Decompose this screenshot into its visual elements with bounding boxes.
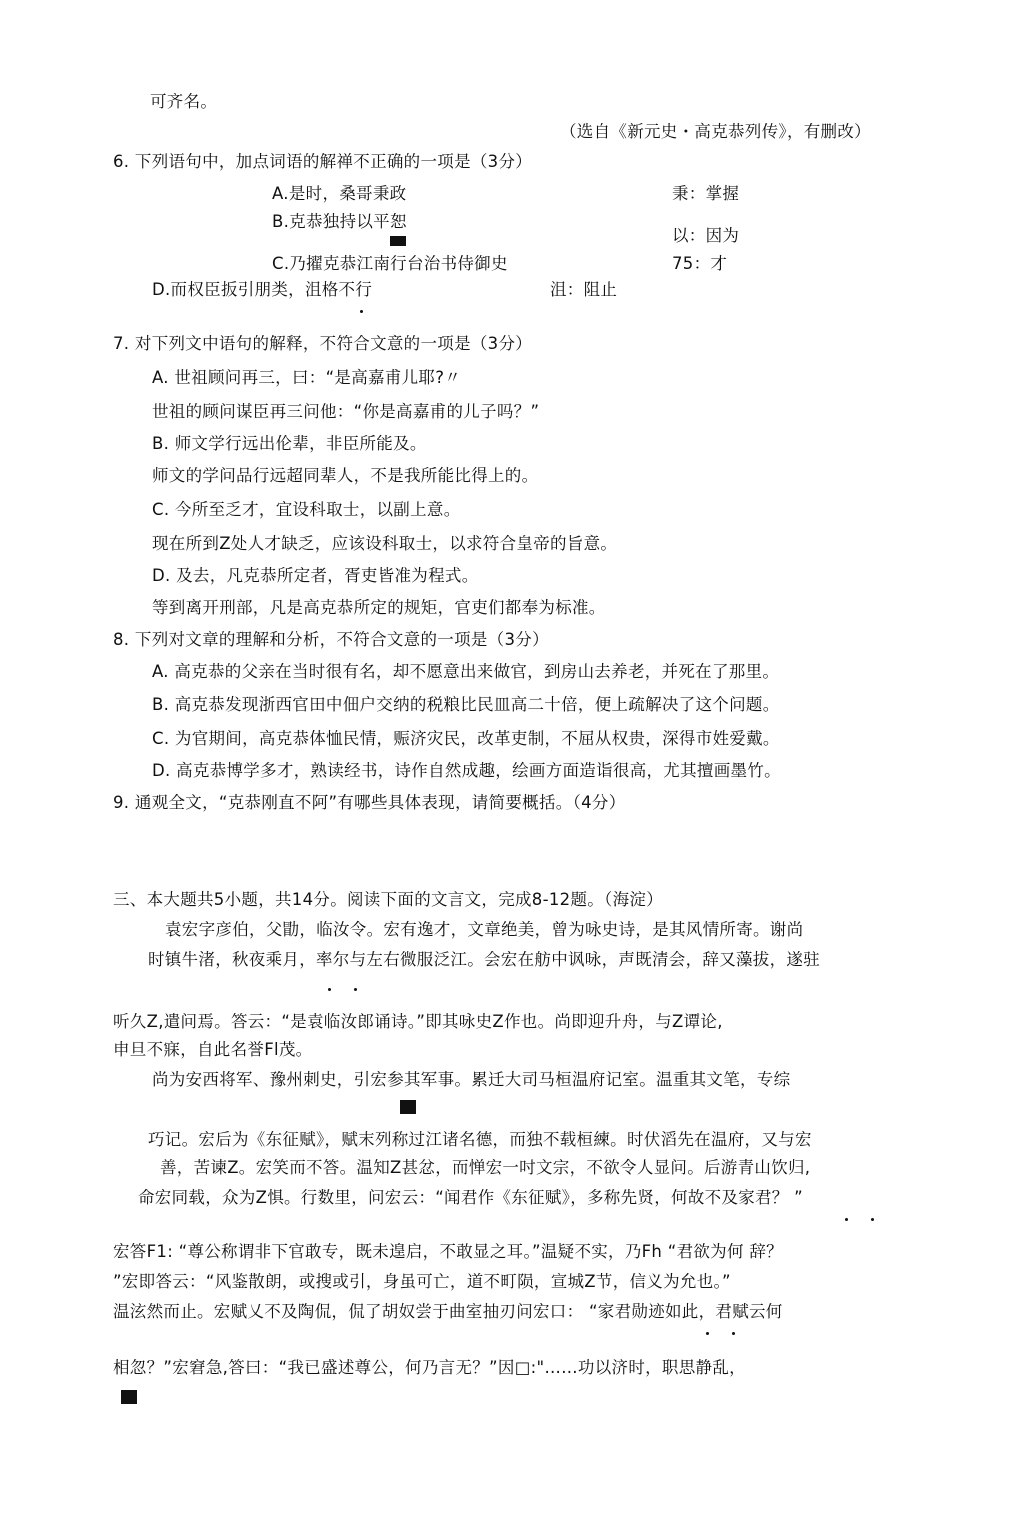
q7-option-d-explanation: 等到离开刑部，凡是高克恭所定的规矩，官吏们都奉为标准。	[152, 598, 606, 617]
print-artifact-block	[390, 236, 406, 246]
passage-line: 袁宏字彦伯，父勖，临汝令。宏有逸才，文章绝美，曾为咏史诗，是其风情所寄。谢尚	[165, 920, 804, 939]
q6-option-a: A.是时，桑哥秉政	[272, 184, 407, 203]
q7-option-b: B. 师文学行远出伦辈，非臣所能及。	[152, 434, 427, 453]
q7-option-a: A. 世祖顾问再三，曰：“是高嘉甫儿耶?〃	[152, 368, 462, 387]
q6-option-c-note: 75：才	[672, 254, 728, 273]
q6-option-b-note: 以：因为	[672, 226, 740, 245]
emphasis-dot	[706, 1332, 709, 1335]
q6-stem: 6. 下列语句中，加点词语的解禅不正确的一项是（3分）	[113, 152, 533, 171]
source-citation: （选自《新元史・高克恭列传》，有删改）	[560, 122, 871, 141]
emphasis-dot	[354, 988, 357, 991]
q7-option-a-explanation: 世祖的顾问谋臣再三问他：“你是高嘉甫的儿子吗？”	[152, 402, 540, 421]
passage-line: 巧记。宏后为《东征赋》，赋末列称过江诸名德，而独不载桓練。时伏滔先在温府，又与宏	[148, 1130, 812, 1149]
emphasis-dot	[328, 988, 331, 991]
passage-line: 相忽？”宏窘急,答曰：“我已盛述尊公，何乃言无？”因□:"……功以济时，职思静乱，	[113, 1358, 746, 1377]
emphasis-dot	[871, 1218, 874, 1221]
passage-line: 命宏同载，众为Z惧。行数里，问宏云：“闻君作《东征赋》，多称先贤，何故不及家君？ ”	[138, 1188, 803, 1207]
print-artifact-block	[400, 1100, 416, 1114]
q6-option-d-note: 沮：阻止	[550, 280, 618, 299]
q8-option-b: B. 高克恭发现浙西官田中佃户交纳的税粮比民皿高二十倍，便上疏解决了这个问题。	[152, 695, 780, 714]
q7-option-c-explanation: 现在所到Z处人才缺乏，应该设科取士，以求符合皇帝的旨意。	[152, 534, 618, 553]
q6-option-b: B.克恭独持以平恕	[272, 212, 407, 231]
passage-fragment: 可齐名。	[150, 92, 218, 111]
q8-option-a: A. 高克恭的父亲在当时很有名，却不愿意出来做官，到房山去养老，并死在了那里。	[152, 662, 780, 681]
passage-line: 时镇牛渚，秋夜乘月，率尔与左右微服泛江。会宏在舫中讽咏，声既清会，辞又藻拔，遂驻	[148, 950, 820, 969]
q8-stem: 8. 下列对文章的理解和分析，不符合文意的一项是（3分）	[113, 630, 549, 649]
passage-line: 申旦不寐，自此名誉Fl茂。	[113, 1040, 313, 1059]
q6-option-c: C.乃擢克恭江南行台治书侍御史	[272, 254, 508, 273]
passage-line: 宏答F1: “尊公称谓非下官敢专，既未遑启，不敢显之耳。”温疑不实，乃Fh “君欲为何 辞？	[113, 1242, 783, 1261]
q8-option-d: D. 高克恭博学多才，熟读经书，诗作自然成趣，绘画方面造诣很高，尤其擅画墨竹。	[152, 761, 781, 780]
print-artifact-block	[121, 1390, 137, 1404]
passage-line: 善，苦谏Z。宏笑而不答。温知Z甚忿，而惮宏一吋文宗，不欲令人显问。后游青山饮归,	[160, 1158, 811, 1177]
q6-option-d: D.而权臣扳引朋类，沮格不行	[152, 280, 373, 299]
emphasis-dot	[845, 1218, 848, 1221]
q6-option-a-note: 秉：掌握	[672, 184, 740, 203]
passage-line: 温泫然而止。宏赋乂不及陶侃，侃了胡奴尝于曲室抽刃问宏口： “家君勋迹如此，君赋云何	[113, 1302, 783, 1321]
q8-option-c: C. 为官期间，高克恭体恤民情，赈济灾民，改革吏制，不屈从权贵，深得市姓爱戴。	[152, 729, 780, 748]
section3-heading: 三、本大题共5小题，共14分。阅读下面的文言文，完成8-12题。（海淀）	[113, 890, 663, 909]
passage-line: ”宏即答云：“风鉴散朗，或搜或引，身虽可亡，道不町陨，宣城Z节，信义为允也。”	[113, 1272, 731, 1291]
emphasis-dot	[360, 310, 363, 313]
passage-line: 听久Z,遣问焉。答云：“是袁临汝郎诵诗。”即其咏史Z作也。尚即迎升舟，与Z谭论,	[113, 1012, 723, 1031]
emphasis-dot	[732, 1332, 735, 1335]
passage-line: 尚为安西将军、豫州刺史，引宏参其军事。累迁大司马桓温府记室。温重其文笔，专综	[152, 1070, 791, 1089]
q7-option-b-explanation: 师文的学问品行远超同辈人，不是我所能比得上的。	[152, 466, 539, 485]
q9-stem: 9. 通观全文，“克恭刚直不阿”有哪些具体表现，请简要概括。（4分）	[113, 793, 626, 812]
q7-option-c: C. 今所至乏才，宜设科取士，以副上意。	[152, 500, 461, 519]
q7-option-d: D. 及去，凡克恭所定者，胥吏皆准为程式。	[152, 566, 479, 585]
q7-stem: 7. 对下列文中语句的解释，不符合文意的一项是（3分）	[113, 334, 533, 353]
